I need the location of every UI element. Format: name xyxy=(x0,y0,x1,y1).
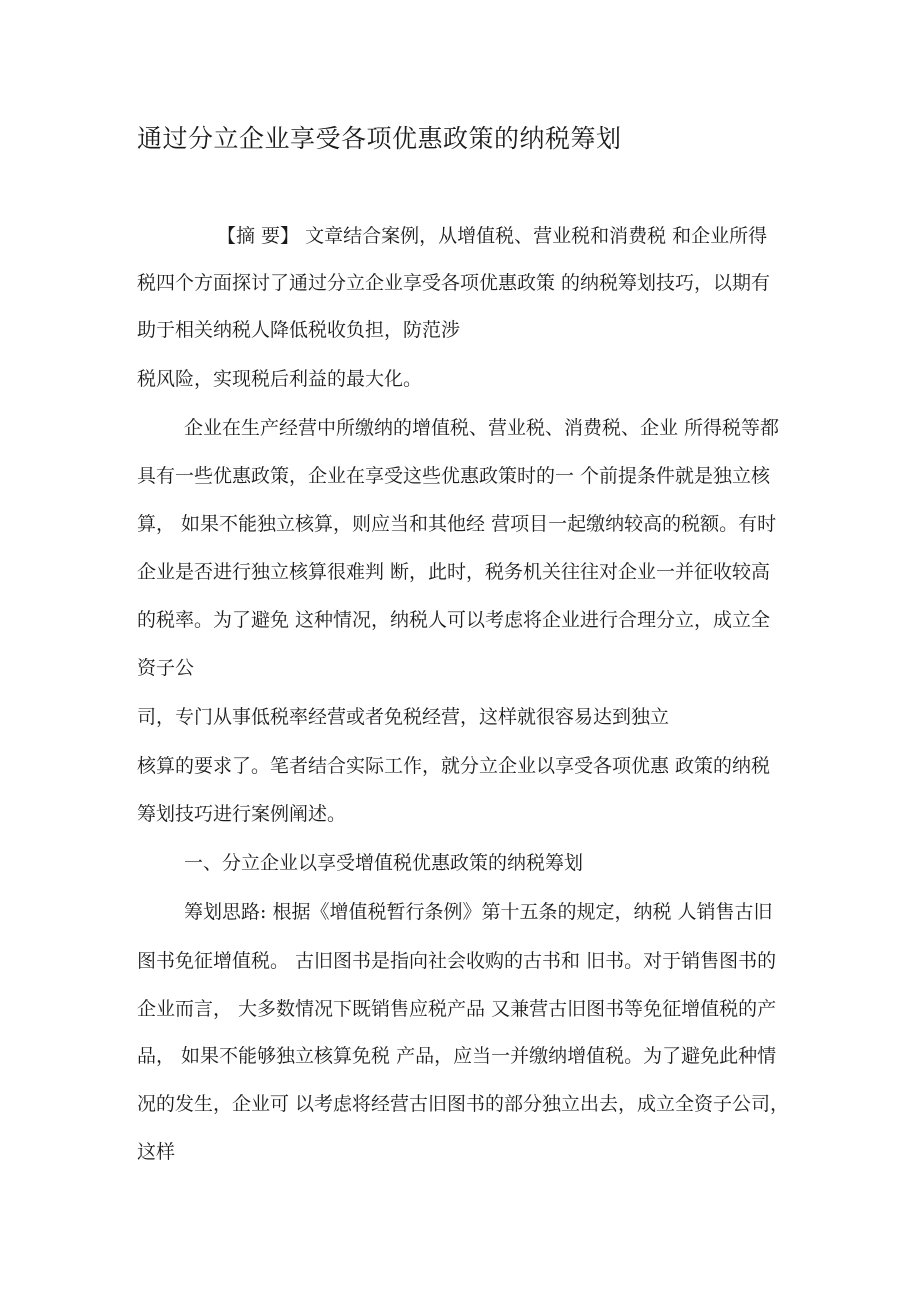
paragraph-line: 图书免征增值税。 古旧图书是指向社会收购的古书和 旧书。对于销售图书的 xyxy=(137,950,777,972)
paragraph-line: 筹划技巧进行案例阐述。 xyxy=(137,803,347,825)
document-title: 通过分立企业享受各项优惠政策的纳税筹划 xyxy=(137,124,622,153)
paragraph-line: 这样 xyxy=(137,1141,176,1163)
paragraph-line: 核算的要求了。笔者结合实际工作，就分立企业以享受各项优惠 政策的纳税 xyxy=(137,755,771,777)
abstract-line-3: 助于相关纳税人降低税收负担，防范涉 xyxy=(137,319,461,341)
paragraph-line: 筹划思路: 根据《增值税暂行条例》第十五条的规定，纳税 人销售古旧 xyxy=(184,901,773,923)
paragraph-line: 企业在生产经营中所缴纳的增值税、营业税、消费税、企业 所得税等都 xyxy=(184,417,780,439)
abstract-line-1: 【摘 要】 文章结合案例，从增值税、营业税和消费税 和企业所得 xyxy=(217,225,768,247)
paragraph-line: 司，专门从事低税率经营或者免税经营，这样就很容易达到独立 xyxy=(137,706,670,728)
paragraph-line: 企业而言， 大多数情况下既销售应税产品 又兼营古旧图书等免征增值税的产 xyxy=(137,998,777,1020)
abstract-line-2: 税四个方面探讨了通过分立企业享受各项优惠政策 的纳税筹划技巧，以期有 xyxy=(137,272,771,294)
paragraph-line: 况的发生，企业可 以考虑将经营古旧图书的部分独立出去，成立全资子公司， xyxy=(137,1093,790,1115)
paragraph-line: 具有一些优惠政策，企业在享受这些优惠政策时的一 个前提条件就是独立核 xyxy=(137,465,771,487)
section-heading: 一、分立企业以享受增值税优惠政策的纳税筹划 xyxy=(184,852,584,874)
paragraph-line: 算， 如果不能独立核算，则应当和其他经 营项目一起缴纳较高的税额。有时 xyxy=(137,513,777,535)
abstract-line-4: 税风险，实现税后利益的最大化。 xyxy=(137,368,423,390)
paragraph-line: 企业是否进行独立核算很难判 断，此时，税务机关往往对企业一并征收较高 xyxy=(137,561,771,583)
paragraph-line: 的税率。为了避免 这种情况，纳税人可以考虑将企业进行合理分立，成立全 xyxy=(137,609,771,631)
paragraph-line: 品， 如果不能够独立核算免税 产品，应当一并缴纳增值税。为了避免此种情 xyxy=(137,1045,777,1067)
paragraph-line: 资子公 xyxy=(137,657,195,679)
